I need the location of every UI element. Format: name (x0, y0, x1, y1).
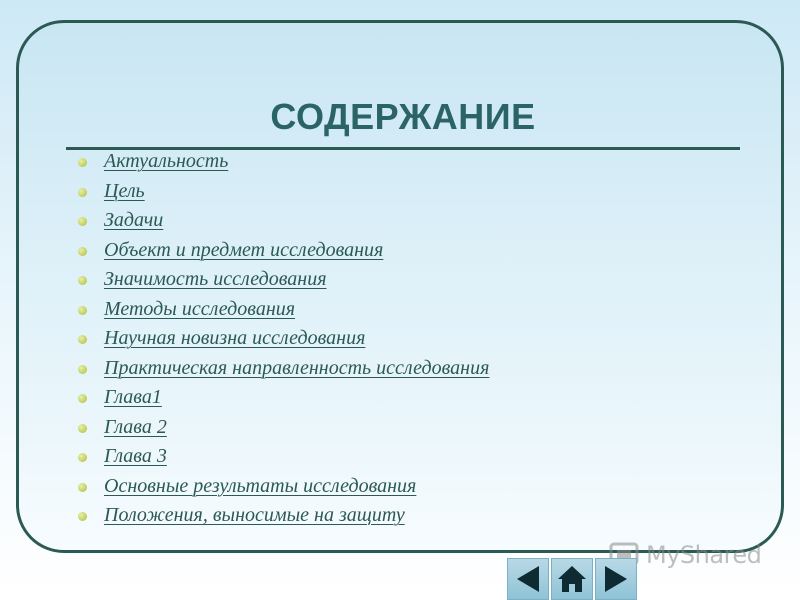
list-item (78, 176, 489, 206)
bullet-icon (78, 483, 87, 492)
toc-link-main-results[interactable]: Основные результаты исследования (104, 474, 417, 497)
home-button[interactable] (551, 558, 593, 600)
bullet-icon (78, 276, 87, 285)
bullet-icon (78, 188, 87, 197)
bullet-icon (78, 306, 87, 315)
bullet-icon (78, 335, 87, 344)
list-item (78, 264, 489, 294)
list-item (78, 146, 489, 176)
list-item (78, 323, 489, 353)
list-item (78, 412, 489, 442)
toc-link-object-subject[interactable]: Объект и предмет исследования (104, 238, 384, 261)
bullet-icon (78, 365, 87, 374)
toc-link-defense-provisions[interactable]: Положения, выносимые на защиту (104, 504, 405, 526)
list-item (78, 235, 489, 265)
next-slide-button[interactable] (595, 558, 637, 600)
bullet-icon (78, 424, 87, 433)
bullet-icon (78, 512, 87, 521)
bullet-icon (78, 158, 87, 167)
list-item (78, 441, 489, 471)
list-item (78, 294, 489, 324)
arrow-left-icon (515, 564, 541, 594)
toc-link-tasks[interactable]: Задачи (104, 209, 164, 231)
list-item (78, 500, 489, 530)
arrow-right-icon (603, 564, 629, 594)
slide-navigation (507, 558, 637, 600)
list-item (78, 471, 489, 501)
home-icon (556, 563, 588, 595)
toc-link-novelty[interactable]: Научная новизна исследования (104, 327, 366, 349)
page-title: СОДЕРЖАНИЕ (270, 96, 536, 137)
list-item (78, 205, 489, 235)
table-of-contents (78, 146, 489, 530)
toc-link-chapter-3[interactable]: Глава 3 (104, 445, 167, 467)
toc-link-chapter-1[interactable]: Глава1 (104, 386, 162, 408)
toc-link-relevance[interactable]: Актуальность (104, 150, 229, 172)
bullet-icon (78, 453, 87, 462)
list-item (78, 353, 489, 383)
toc-link-goal[interactable]: Цель (104, 179, 145, 202)
toc-link-significance[interactable]: Значимость исследования (104, 268, 327, 290)
watermark-text: MyShared (646, 541, 762, 569)
bullet-icon (78, 394, 87, 403)
toc-link-practical-focus[interactable]: Практическая направленность исследования (104, 356, 490, 379)
bullet-icon (78, 217, 87, 226)
toc-link-chapter-2[interactable]: Глава 2 (104, 415, 167, 438)
list-item (78, 382, 489, 412)
toc-link-methods[interactable]: Методы исследования (104, 297, 296, 320)
previous-slide-button[interactable] (507, 558, 549, 600)
bullet-icon (78, 247, 87, 256)
